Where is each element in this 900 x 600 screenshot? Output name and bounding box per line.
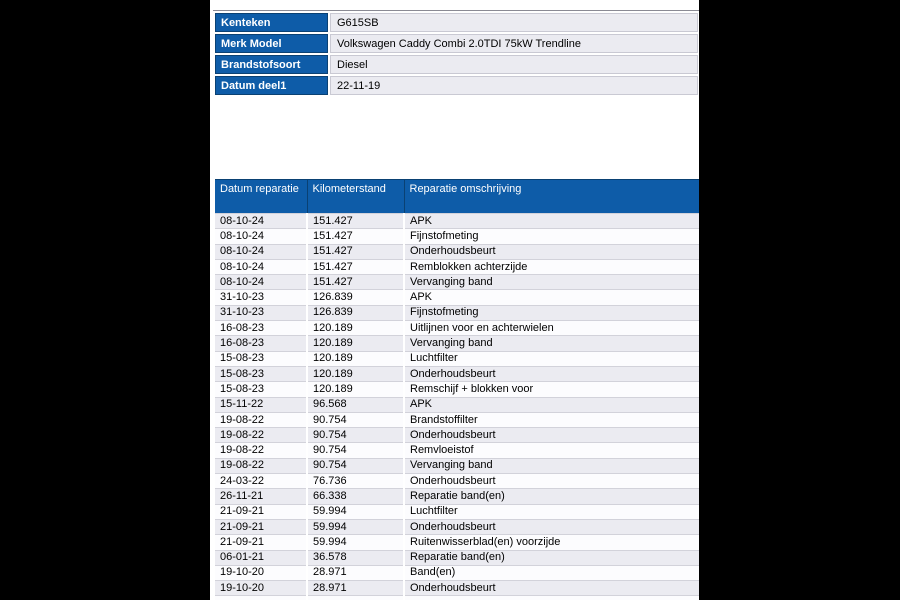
odometer-cell: 120.189 bbox=[307, 382, 404, 397]
repair-description-cell: Fijnstofmeting bbox=[404, 305, 699, 320]
table-row bbox=[215, 443, 699, 458]
repair-history-body bbox=[215, 214, 699, 600]
repair-description-cell: Onderhoudsbeurt bbox=[404, 519, 699, 534]
table-row bbox=[215, 504, 699, 519]
repair-date-cell: 19-10-20 bbox=[215, 565, 307, 580]
repair-description-cell: Vervanging band bbox=[404, 458, 699, 473]
vehicle-info-row bbox=[215, 55, 698, 74]
table-row bbox=[215, 581, 699, 596]
repair-description-cell: Fijnstofmeting bbox=[404, 229, 699, 244]
vehicle-report-panel bbox=[210, 0, 699, 600]
odometer-cell: 59.994 bbox=[307, 535, 404, 550]
repair-description-cell: APK bbox=[404, 214, 699, 229]
repair-description-cell: APK bbox=[404, 397, 699, 412]
odometer-cell: 66.338 bbox=[307, 489, 404, 504]
table-row bbox=[215, 290, 699, 305]
repair-date-cell: 19-08-22 bbox=[215, 428, 307, 443]
table-row bbox=[215, 321, 699, 336]
repair-date-cell: 16-08-23 bbox=[215, 321, 307, 336]
repair-description-cell: Onderhoudsbeurt bbox=[404, 244, 699, 259]
vehicle-info-row bbox=[215, 76, 698, 95]
table-row bbox=[215, 351, 699, 366]
table-row bbox=[215, 214, 699, 229]
repair-description-cell: Vervanging band bbox=[404, 275, 699, 290]
odometer-cell: 28.971 bbox=[307, 565, 404, 580]
repair-date-cell: 08-10-24 bbox=[215, 214, 307, 229]
repair-description-cell: Reparatie band(en) bbox=[404, 550, 699, 565]
odometer-cell: 90.754 bbox=[307, 458, 404, 473]
repair-date-cell: 24-03-22 bbox=[215, 474, 307, 489]
table-row bbox=[215, 366, 699, 381]
repair-description-cell: Band(en) bbox=[404, 565, 699, 580]
repair-date-cell: 19-08-22 bbox=[215, 443, 307, 458]
repair-date-cell: 31-10-23 bbox=[215, 290, 307, 305]
vehicle-info-row bbox=[215, 34, 698, 53]
table-row bbox=[215, 428, 699, 443]
info-label: Kenteken bbox=[215, 13, 328, 32]
info-value: G615SB bbox=[330, 13, 698, 32]
odometer-cell: 151.427 bbox=[307, 214, 404, 229]
odometer-cell: 151.427 bbox=[307, 229, 404, 244]
repair-description-cell: Remschijf + blokken voor bbox=[404, 382, 699, 397]
repair-description-cell: Luchtfilter bbox=[404, 351, 699, 366]
repair-date-cell: 15-11-22 bbox=[215, 397, 307, 412]
info-label: Brandstofsoort bbox=[215, 55, 328, 74]
table-row bbox=[215, 305, 699, 320]
repair-description-cell: Onderhoudsbeurt bbox=[404, 581, 699, 596]
repair-description-cell: Onderhoudsbeurt bbox=[404, 366, 699, 381]
repair-date-cell: 15-08-23 bbox=[215, 366, 307, 381]
odometer-cell: 151.427 bbox=[307, 275, 404, 290]
info-label: Datum deel1 bbox=[215, 76, 328, 95]
repair-date-cell: 21-09-21 bbox=[215, 535, 307, 550]
table-row bbox=[215, 489, 699, 504]
column-header: Reparatie omschrijving bbox=[404, 180, 699, 214]
vehicle-info-table bbox=[213, 10, 699, 97]
repair-date-cell bbox=[215, 596, 307, 600]
odometer-cell: 90.754 bbox=[307, 443, 404, 458]
repair-description-cell: APK bbox=[404, 290, 699, 305]
odometer-cell: 120.189 bbox=[307, 351, 404, 366]
repair-date-cell: 06-01-21 bbox=[215, 550, 307, 565]
column-header: Datum reparatie bbox=[215, 180, 307, 214]
repair-date-cell: 15-08-23 bbox=[215, 351, 307, 366]
repair-date-cell: 08-10-24 bbox=[215, 275, 307, 290]
repair-history-header bbox=[215, 180, 699, 214]
column-header: Kilometerstand bbox=[307, 180, 404, 214]
header-row bbox=[215, 180, 699, 214]
repair-date-cell: 19-08-22 bbox=[215, 458, 307, 473]
info-label: Merk Model bbox=[215, 34, 328, 53]
repair-description-cell: Onderhoudsbeurt bbox=[404, 474, 699, 489]
repair-description-cell bbox=[404, 596, 699, 600]
info-value: Diesel bbox=[330, 55, 698, 74]
table-row bbox=[215, 474, 699, 489]
odometer-cell: 90.754 bbox=[307, 412, 404, 427]
repair-date-cell: 26-11-21 bbox=[215, 489, 307, 504]
repair-description-cell: Remblokken achterzijde bbox=[404, 259, 699, 274]
table-row-partial bbox=[215, 596, 699, 600]
odometer-cell: 151.427 bbox=[307, 259, 404, 274]
repair-description-cell: Brandstoffilter bbox=[404, 412, 699, 427]
repair-date-cell: 19-10-20 bbox=[215, 581, 307, 596]
table-row bbox=[215, 336, 699, 351]
table-row bbox=[215, 565, 699, 580]
odometer-cell: 76.736 bbox=[307, 474, 404, 489]
table-row bbox=[215, 519, 699, 534]
table-row bbox=[215, 259, 699, 274]
repair-date-cell: 21-09-21 bbox=[215, 504, 307, 519]
vehicle-info-row bbox=[215, 13, 698, 32]
info-value: Volkswagen Caddy Combi 2.0TDI 75kW Trendline bbox=[330, 34, 698, 53]
vehicle-info-body bbox=[215, 13, 698, 95]
odometer-cell: 151.427 bbox=[307, 244, 404, 259]
repair-date-cell: 08-10-24 bbox=[215, 259, 307, 274]
repair-date-cell: 31-10-23 bbox=[215, 305, 307, 320]
odometer-cell: 59.994 bbox=[307, 519, 404, 534]
repair-date-cell: 15-08-23 bbox=[215, 382, 307, 397]
table-row bbox=[215, 397, 699, 412]
repair-description-cell: Ruitenwisserblad(en) voorzijde bbox=[404, 535, 699, 550]
repair-date-cell: 08-10-24 bbox=[215, 229, 307, 244]
repair-description-cell: Onderhoudsbeurt bbox=[404, 428, 699, 443]
repair-date-cell: 08-10-24 bbox=[215, 244, 307, 259]
odometer-cell: 126.839 bbox=[307, 290, 404, 305]
table-row bbox=[215, 275, 699, 290]
odometer-cell: 28.971 bbox=[307, 581, 404, 596]
repair-description-cell: Luchtfilter bbox=[404, 504, 699, 519]
odometer-cell: 96.568 bbox=[307, 397, 404, 412]
table-row bbox=[215, 535, 699, 550]
info-value: 22-11-19 bbox=[330, 76, 698, 95]
repair-date-cell: 21-09-21 bbox=[215, 519, 307, 534]
odometer-cell: 36.578 bbox=[307, 550, 404, 565]
table-row bbox=[215, 412, 699, 427]
odometer-cell bbox=[307, 596, 404, 600]
table-row bbox=[215, 458, 699, 473]
repair-history-table bbox=[215, 179, 699, 600]
table-row bbox=[215, 382, 699, 397]
odometer-cell: 90.754 bbox=[307, 428, 404, 443]
odometer-cell: 59.994 bbox=[307, 504, 404, 519]
table-row bbox=[215, 244, 699, 259]
repair-description-cell: Remvloeistof bbox=[404, 443, 699, 458]
repair-description-cell: Vervanging band bbox=[404, 336, 699, 351]
odometer-cell: 126.839 bbox=[307, 305, 404, 320]
odometer-cell: 120.189 bbox=[307, 321, 404, 336]
table-row bbox=[215, 550, 699, 565]
odometer-cell: 120.189 bbox=[307, 336, 404, 351]
repair-date-cell: 19-08-22 bbox=[215, 412, 307, 427]
odometer-cell: 120.189 bbox=[307, 366, 404, 381]
repair-description-cell: Reparatie band(en) bbox=[404, 489, 699, 504]
table-row bbox=[215, 229, 699, 244]
repair-date-cell: 16-08-23 bbox=[215, 336, 307, 351]
repair-description-cell: Uitlijnen voor en achterwielen bbox=[404, 321, 699, 336]
